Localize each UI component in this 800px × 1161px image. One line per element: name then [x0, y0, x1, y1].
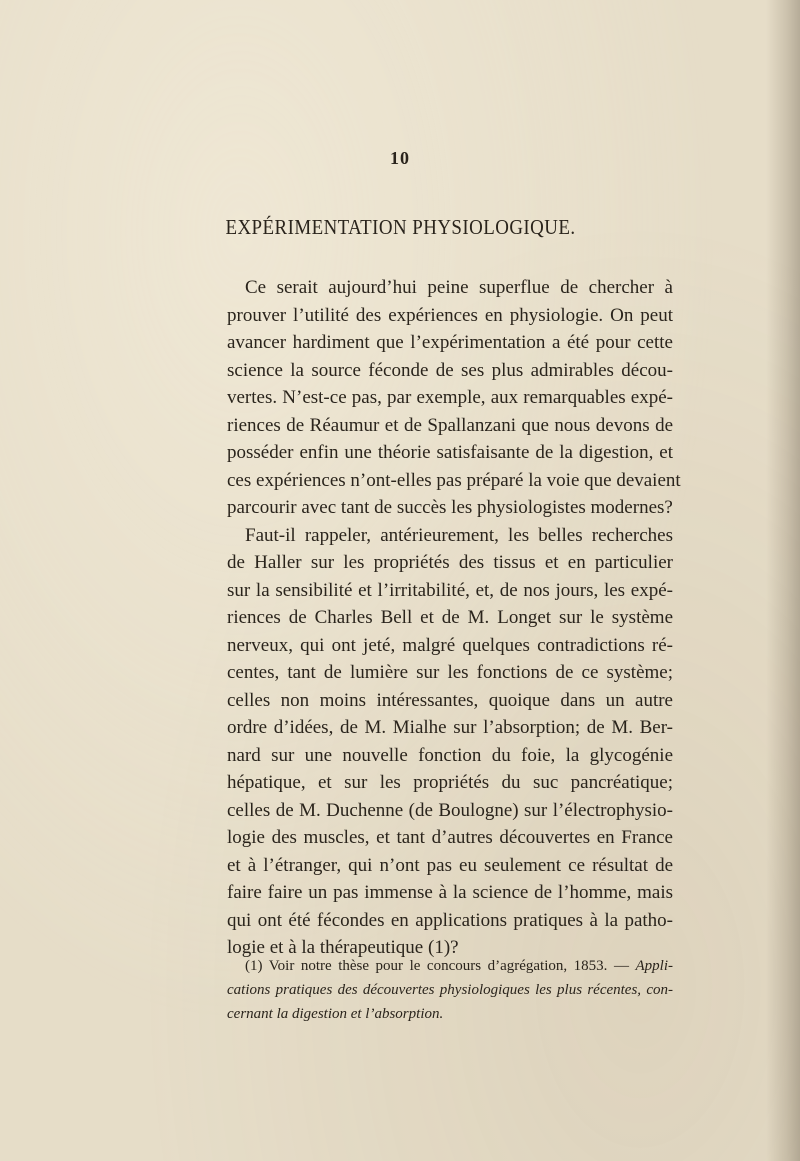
body-line: avancer hardiment que l’expérimentation a été pour cette — [227, 332, 673, 353]
footnote-line: cations pratiques des découvertes physiologiques les plus récentes, con- — [227, 982, 673, 998]
body-line: ordre d’idées, de M. Mialhe sur l’absorption; de M. Ber- — [227, 717, 673, 738]
body-line: posséder enfin une théorie satisfaisante de la digestion, et — [227, 442, 673, 463]
body-line: qui ont été fécondes en applications pratiques à la patho- — [227, 909, 673, 931]
body-line: faire faire un pas immense à la science de l’homme, mais — [227, 882, 673, 903]
body-line: Faut-il rappeler, antérieurement, les belles recherches — [245, 524, 673, 546]
body-line: et à l’étranger, qui n’ont pas eu seulement ce résultat de — [227, 854, 673, 876]
footnote — [227, 954, 673, 1026]
body-line: celles de M. Duchenne (de Boulogne) sur l’électrophysio- — [227, 799, 673, 821]
body-text — [227, 274, 681, 962]
body-line: riences de Réaumur et de Spallanzani que nous devons de — [227, 414, 673, 436]
body-line: logie des muscles, et tant d’autres découvertes en France — [227, 827, 673, 848]
body-line: Ce serait aujourd’hui peine superflue de chercher à — [245, 277, 673, 298]
body-line: sur la sensibilité et l’irritabilité, et, de nos jours, les expé- — [227, 579, 673, 601]
body-line: nerveux, qui ont jeté, malgré quelques contradictions ré- — [227, 634, 673, 656]
body-line: centes, tant de lumière sur les fonctions de ce système; — [227, 662, 673, 683]
footnote-text: (1) Voir notre thèse pour le concours d’agrégation, 1853. — — [245, 958, 629, 974]
body-line: ces expériences n’ont-elles pas préparé la voie que devaient — [227, 469, 681, 491]
page-edge-shadow — [766, 0, 800, 1161]
body-line: prouver l’utilité des expériences en physiologie. On peut — [227, 304, 673, 326]
body-line: vertes. N’est-ce pas, par exemple, aux remarquables expé- — [227, 387, 673, 408]
body-line: nard sur une nouvelle fonction du foie, la glycogénie — [227, 744, 673, 766]
page-number: 10 — [390, 148, 410, 168]
footnote-line — [227, 954, 673, 978]
section-heading: EXPÉRIMENTATION PHYSIOLOGIQUE. — [225, 215, 576, 239]
body-line: celles non moins intéressantes, quoique dans un autre — [227, 689, 673, 711]
footnote-line: cernant la digestion et l’absorption. — [227, 1006, 444, 1022]
body-line: science la source féconde de ses plus admirables décou- — [227, 359, 673, 381]
body-line: parcourir avec tant de succès les physiologistes modernes? — [227, 497, 673, 518]
body-line: logie et à la thérapeutique (1)? — [227, 937, 459, 958]
body-line: hépatique, et sur les propriétés du suc pancréatique; — [227, 772, 673, 793]
footnote-italic-text: Appli- — [635, 958, 673, 974]
body-line: riences de Charles Bell et de M. Longet sur le système — [227, 607, 673, 628]
body-line: de Haller sur les propriétés des tissus et en particulier — [227, 552, 673, 573]
